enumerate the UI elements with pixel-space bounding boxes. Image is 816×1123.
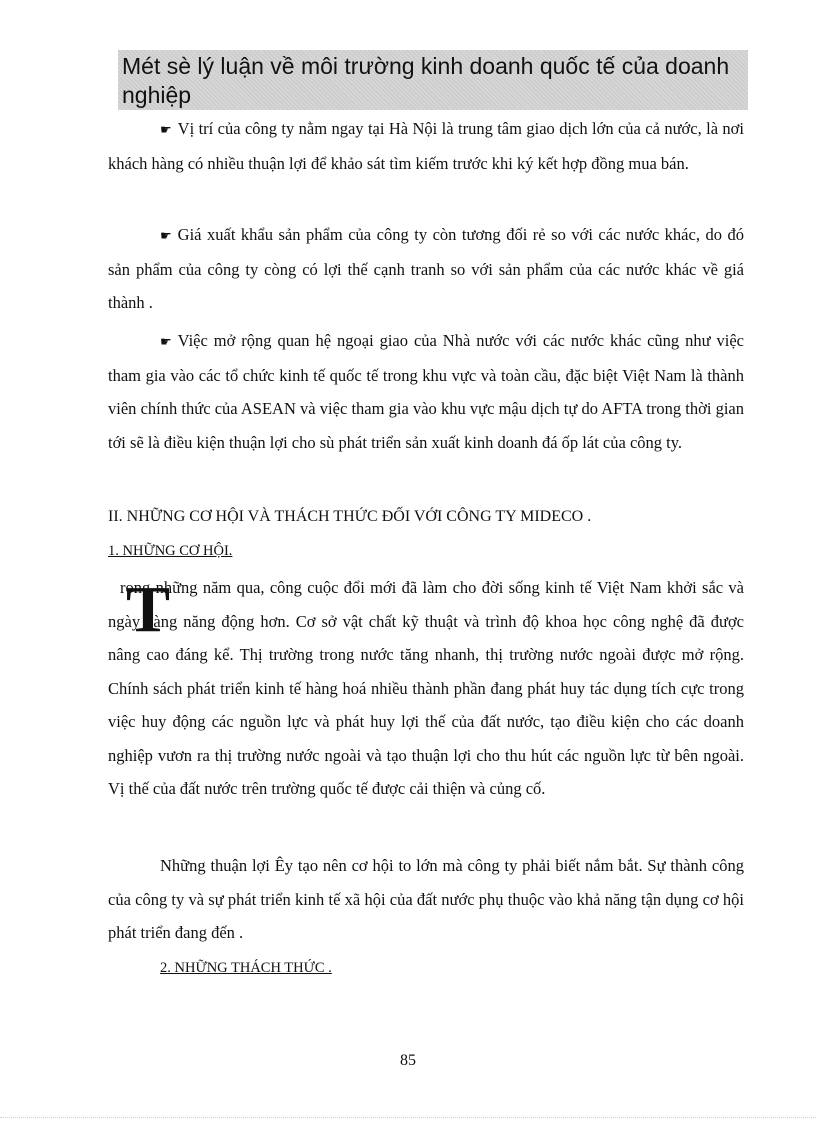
page-number: 85 xyxy=(400,1052,416,1069)
section-heading: II. NHỮNG CƠ HỘI VÀ THÁCH THỨC ĐỐI VỚI CÔNG TY MIDECO . xyxy=(108,508,592,525)
paragraph-price xyxy=(108,218,744,320)
drop-cap: T xyxy=(126,573,171,646)
pointing-hand-icon: ☛ xyxy=(160,228,172,243)
paragraph-text: Vị trí của công ty nằm ngay tại Hà Nội là trung tâm giao dịch lớn của cả nước, là nơi khách hàng có nhiều thuận lợi để khảo sát tìm kiếm trước khi ký kết hợp đồng mua bán. xyxy=(108,119,744,173)
subheading-opportunities: 1. NHỮNG CƠ HỘI. xyxy=(108,543,233,559)
page-bottom-rule xyxy=(0,1117,816,1118)
pointing-hand-icon: ☛ xyxy=(160,334,172,349)
paragraph-text: Giá xuất khẩu sản phẩm của công ty còn tương đối rẻ so với các nước khác, do đó sản phẩm của công ty còng có lợi thế cạnh tranh so với sản phẩm của các nước khác về giá thành . xyxy=(108,225,744,312)
subheading-challenges: 2. NHỮNG THÁCH THỨC . xyxy=(160,960,332,976)
section-banner: Mét sè lý luận về môi trường kinh doanh quốc tế của doanh nghiệp xyxy=(118,50,748,110)
paragraph-conclusion: Những thuận lợi Êy tạo nên cơ hội to lớn mà công ty phải biết nắm bắt. Sự thành công của công ty và sự phát triển kinh tế xã hội của đất nước phụ thuộc vào khả năng tận dụng cơ hội phát triển đang đến . xyxy=(108,856,744,942)
pointing-hand-icon: ☛ xyxy=(160,122,172,137)
paragraph-opportunities: rong những năm qua, công cuộc đổi mới đã làm cho đời sống kinh tế Việt Nam khởi sắc và ngày càng năng động hơn. Cơ sở vật chất kỹ thuật và trình độ khoa học công nghệ đã được nâng cao đáng kể. Thị trường trong nước tăng nhanh, thị trường nước ngoài được mở rộng. Chính sách phát triển kinh tế hàng hoá nhiều thành phần đang phát huy tác dụng tích cực trong việc huy động các nguồn lực và phát huy lợi thế của đất nước, tạo điều kiện cho các doanh nghiệp vươn ra thị trường nước ngoài và tạo thuận lợi cho thu hút các nguồn lực từ bên ngoài. Vị thế của đất nước trên trường quốc tế được cải thiện và củng cố. xyxy=(108,578,744,798)
paragraph-location xyxy=(108,112,744,180)
paragraph-diplomacy xyxy=(108,324,744,459)
paragraph-text: Việc mở rộng quan hệ ngoại giao của Nhà nước với các nước khác cũng như việc tham gia vào các tổ chức kinh tế quốc tế trong khu vực và toàn cầu, đặc biệt Việt Nam là thành viên chính thức của ASEAN và việc tham gia vào khu vực mậu dịch tự do AFTA trong thời gian tới sẽ là điều kiện thuận lợi cho sù phát triển sản xuất kinh doanh đá ốp lát của công ty. xyxy=(108,331,744,452)
